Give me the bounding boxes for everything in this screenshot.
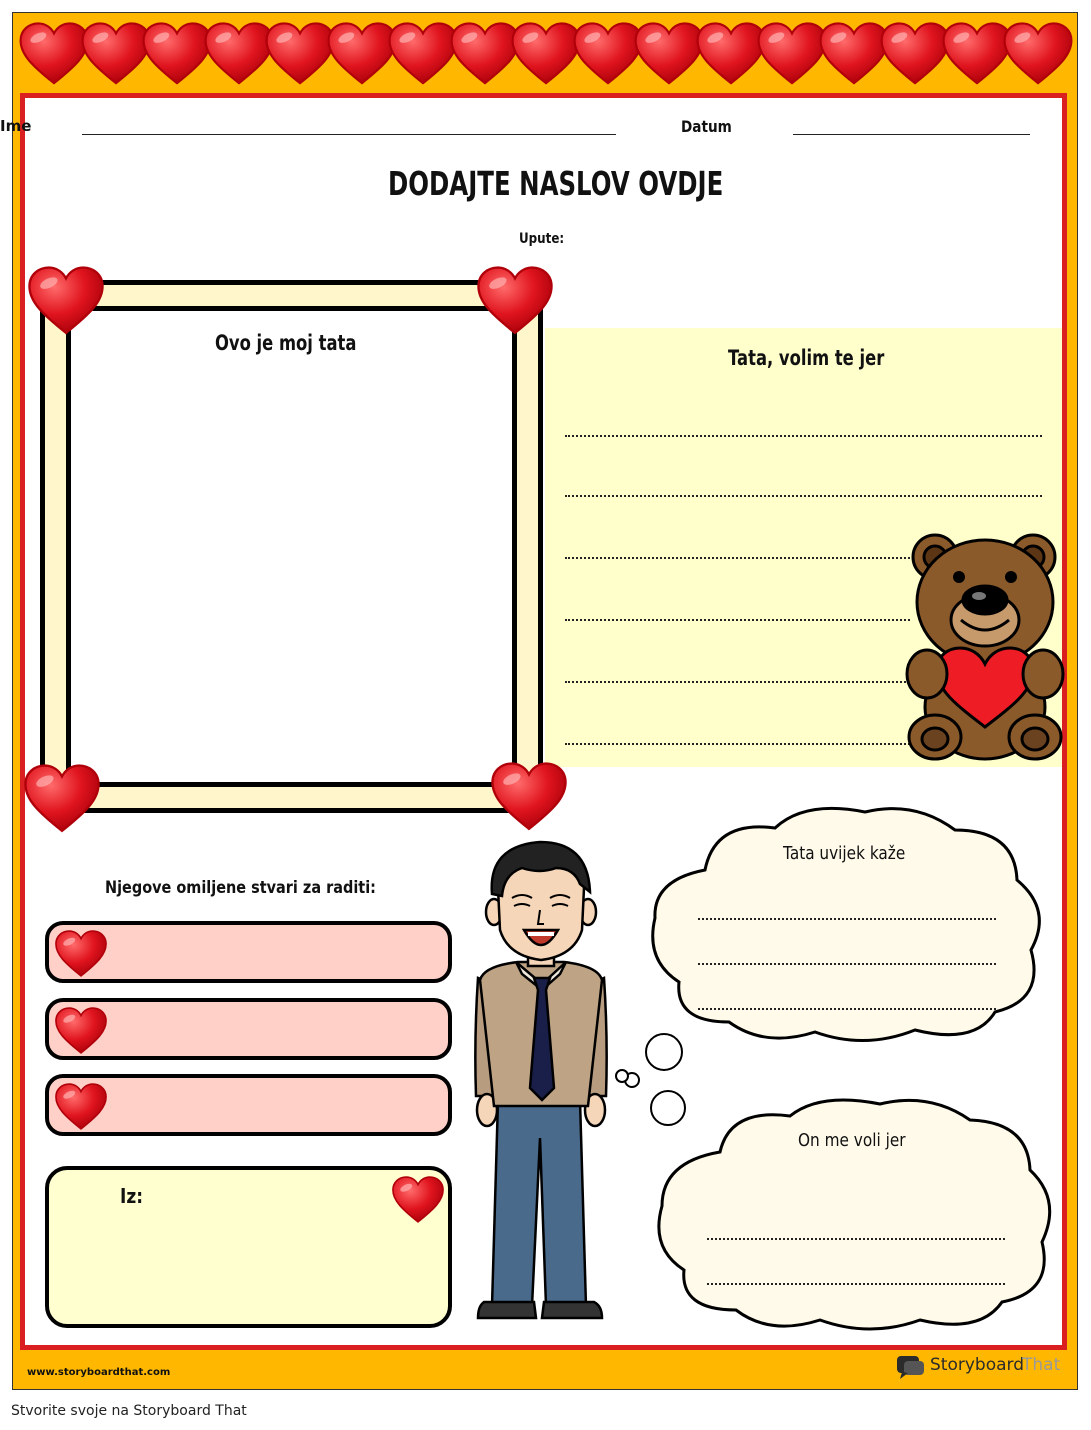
- cloud-says-line[interactable]: [698, 1008, 996, 1010]
- dad-character-illustration: [470, 838, 612, 1332]
- heart-icon: [53, 1083, 109, 1131]
- cloud-says-line[interactable]: [698, 918, 996, 920]
- heart-icon: [475, 266, 555, 336]
- instructions-label: Upute:: [519, 231, 565, 247]
- teddy-bear-heart-icon: [905, 532, 1065, 764]
- cloud-says-title: Tata uvijek kaže: [783, 843, 906, 864]
- brand-that: That: [1022, 1355, 1061, 1375]
- page-title: DODAJTE NASLOV OVDJE: [388, 164, 724, 203]
- favorites-title: Njegove omiljene stvari za raditi:: [105, 878, 376, 898]
- name-line[interactable]: [82, 134, 616, 135]
- cloud-loves-line[interactable]: [707, 1238, 1005, 1240]
- heart-icon: [390, 1176, 446, 1224]
- photo-area[interactable]: [66, 306, 517, 787]
- heart-icon: [26, 266, 106, 336]
- storyboardthat-logo[interactable]: [896, 1354, 1066, 1380]
- brand-storyboard: Storyboard: [930, 1355, 1024, 1375]
- cloud-loves-title: On me voli jer: [798, 1130, 906, 1151]
- bottom-credit[interactable]: Stvorite svoje na Storyboard That: [11, 1403, 247, 1419]
- photo-caption: Ovo je moj tata: [215, 331, 357, 355]
- love-because-line[interactable]: [565, 495, 1042, 497]
- date-label: Datum: [681, 117, 732, 136]
- love-because-line[interactable]: [565, 743, 910, 745]
- love-because-line[interactable]: [565, 619, 910, 621]
- cloud-loves-line[interactable]: [707, 1283, 1005, 1285]
- date-line[interactable]: [793, 134, 1030, 135]
- love-because-line[interactable]: [565, 681, 910, 683]
- from-label: Iz:: [120, 1184, 144, 1208]
- cloud-loves: [650, 1092, 1060, 1332]
- footer-website[interactable]: www.storyboardthat.com: [27, 1367, 171, 1378]
- love-because-line[interactable]: [565, 435, 1042, 437]
- love-because-line[interactable]: [565, 557, 910, 559]
- heart-border-row: [18, 22, 1072, 88]
- heart-icon: [1002, 22, 1074, 86]
- love-because-title: Tata, volim te jer: [728, 346, 885, 370]
- heart-icon: [53, 1007, 109, 1055]
- cloud-says-line[interactable]: [698, 963, 996, 965]
- heart-icon: [489, 762, 569, 832]
- heart-icon: [53, 930, 109, 978]
- name-label: Ime: [0, 117, 32, 135]
- heart-icon: [22, 764, 102, 834]
- speech-bubble-logo-icon: [896, 1354, 926, 1380]
